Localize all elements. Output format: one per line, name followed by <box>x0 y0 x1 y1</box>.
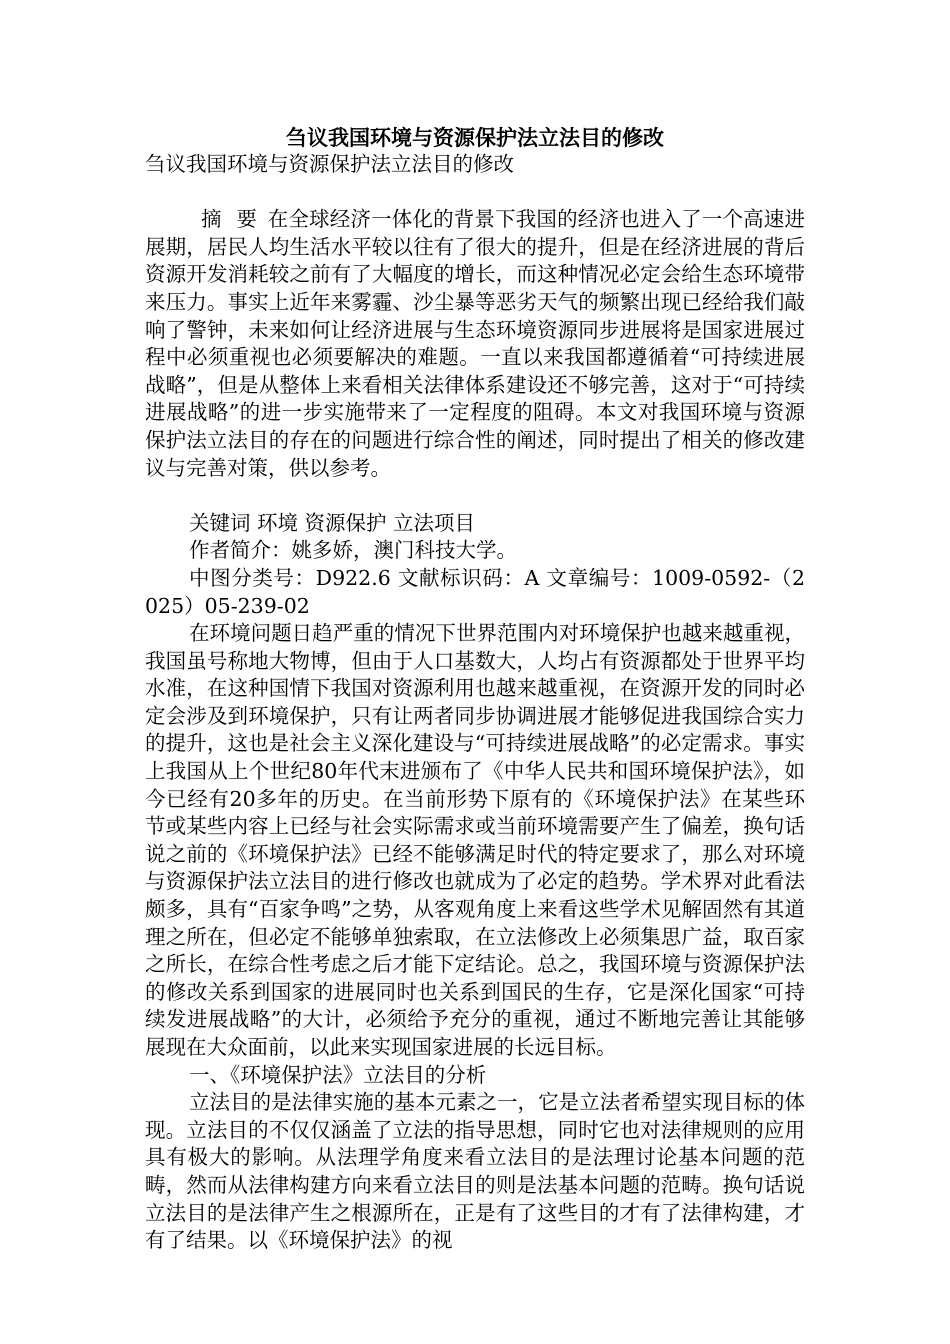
body-paragraph-2: 立法目的是法律实施的基本元素之一，它是立法者希望实现目标的体现。立法目的不仅仅涵盖了立法的指导思想，同时它也对法律规则的应用具有极大的影响。从法理学角度来看立法目的是法理讨论基本问题的范畴，然而从法律构建方向来看立法目的则是法基本问题的范畴。换句话说立法目的是法律产生之根源所在，正是有了这些目的才有了法律构建，才有了结果。以《环境保护法》的视 <box>145 1090 805 1253</box>
keywords-line: 关键词 环境 资源保护 立法项目 <box>189 510 476 535</box>
document-title: 刍议我国环境与资源保护法立法目的修改 <box>286 126 664 150</box>
classification-line: 中图分类号：D922.6 文献标识码：A 文章编号：1009-0592-（2025）05-239-02 <box>145 565 805 618</box>
section-heading-1: 一、《环境保护法》立法目的分析 <box>189 1062 487 1087</box>
body-paragraph-1: 在环境问题日趋严重的情况下世界范围内对环境保护也越来越重视，我国虽号称地大物博，但由于人口基数大，人均占有资源都处于世界平均水准，在这种国情下我国对资源利用也越来越重视，在资源开发的同时必定会涉及到环境保护，只有让两者同步协调进展才能够促进我国综合实力的提升，这也是社会主义深化建设与“可持续进展战略”的必定需求。事实上我国从上个世纪80年代末进颁布了《中华人民共和国环境保护法》，如今已经有20多年的历史。在当前形势下原有的《环境保护法》在某些环节或某些内容上已经与社会实际需求或当前环境需要产生了偏差，换句话说之前的《环境保护法》已经不能够满足时代的特定要求了，那么对环境与资源保护法立法目的进行修改也就成为了必定的趋势。学术界对此看法颇多，具有“百家争鸣”之势，从客观角度上来看这些学术见解固然有其道理之所在，但必定不能够单独索取，在立法修改上必须集思广益，取百家之所长，在综合性考虑之后才能下定结论。总之，我国环境与资源保护法的修改关系到国家的进展同时也关系到国民的生存，它是深化国家“可持续发进展战略”的大计，必须给予充分的重视，通过不断地完善让其能够展现在大众面前，以此来实现国家进展的长远目标。 <box>145 621 805 1059</box>
document-subtitle: 刍议我国环境与资源保护法立法目的修改 <box>145 152 514 176</box>
abstract-paragraph <box>145 206 805 482</box>
document-body <box>145 151 805 1255</box>
abstract-text: 在全球经济一体化的背景下我国的经济也进入了一个高速进展期，居民人均生活水平较以往有了很大的提升，但是在经济进展的背后资源开发消耗较之前有了大幅度的增长，而这种情况必定会给生态环境带来压力。事实上近年来雾霾、沙尘暴等恶劣天气的频繁出现已经给我们敲响了警钟，未来如何让经济进展与生态环境资源同步进展将是国家进展过程中必须重视也必须要解决的难题。一直以来我国都遵循着“可持续进展战略”，但是从整体上来看相关法律体系建设还不够完善，这对于“可持续进展战略”的进一步实施带来了一定程度的阻碍。本文对我国环境与资源保护法立法目的存在的问题进行综合性的阐述，同时提出了相关的修改建议与完善对策，供以参考。 <box>145 207 805 480</box>
abstract-label: 摘 要 <box>201 207 262 232</box>
blank-line <box>145 179 805 207</box>
author-line: 作者简介：姚多娇，澳门科技大学。 <box>189 538 517 563</box>
blank-line <box>145 482 805 510</box>
